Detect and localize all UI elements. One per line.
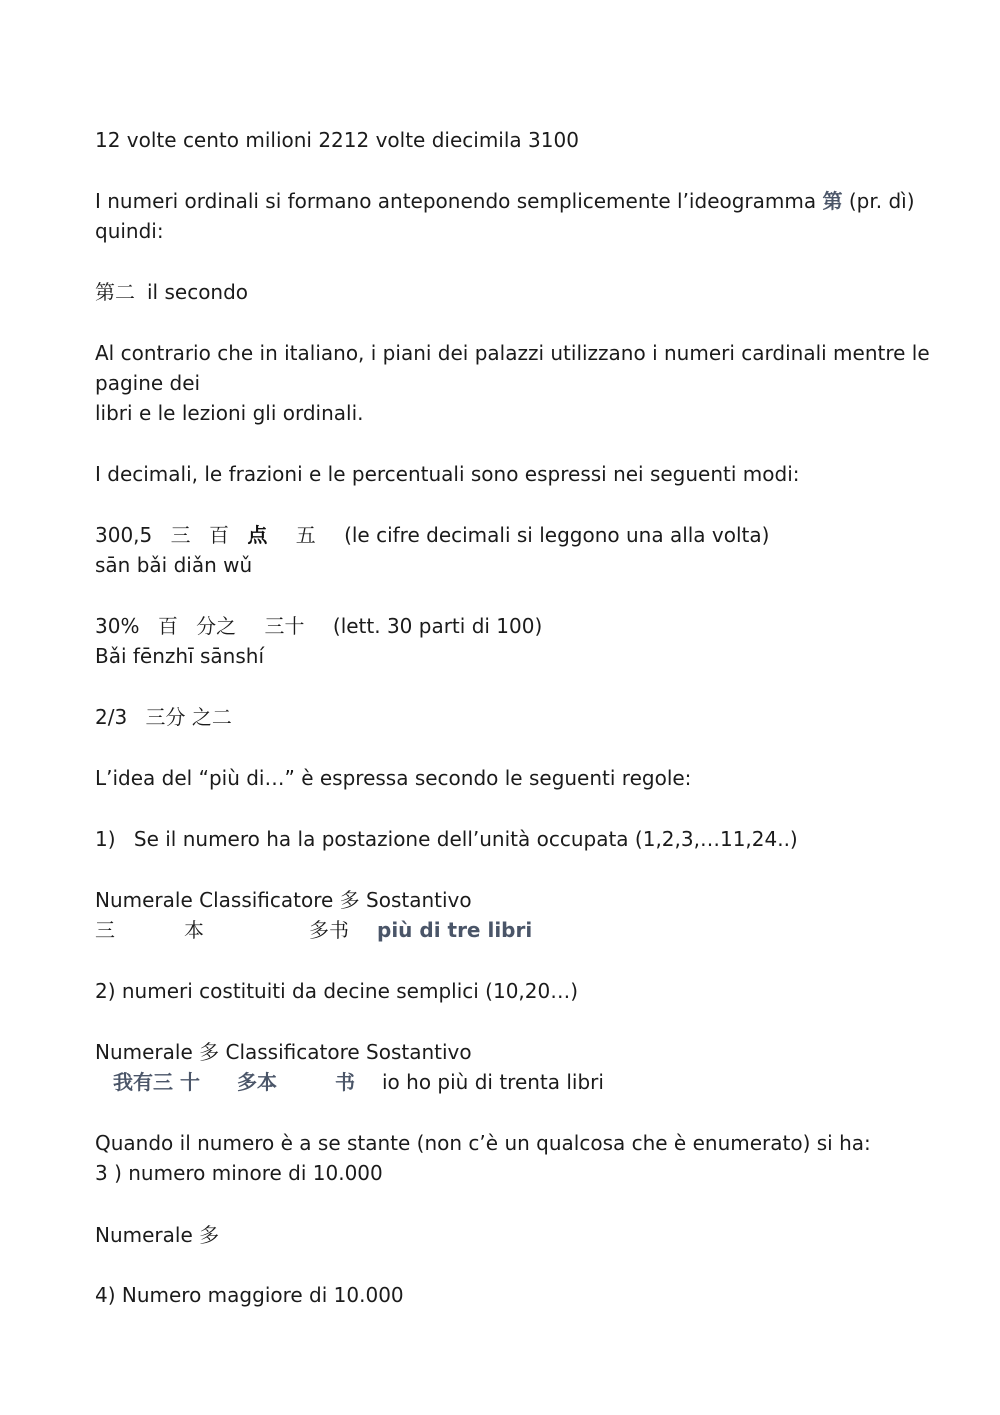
example-2-translation: io ho più di trenta libri [382,1070,604,1094]
text-line-standalone-intro: Quando il numero è a se stante (non c’è un qualcosa che è enumerato) si ha: [95,1131,871,1155]
text-line-example-1 [95,915,695,945]
hanzi-bai: 百 [208,523,229,547]
text-line-example-2 [95,1067,695,1097]
text-line-floors-1: Al contrario che in italiano, i piani dei palazzi utilizzano i numeri cardinali mentre le [95,341,930,365]
text-line-floors-2: pagine dei [95,371,201,395]
hanzi-san: 三 [170,523,191,547]
rule-1-text: Se il numero ha la postazione dell’unità occupata (1,2,3,…11,24..) [133,827,798,851]
text-line-fraction-example [95,702,232,732]
hanzi-fenzhi: 分之 [196,614,237,638]
hanzi-dian: 点 [247,523,268,547]
text-line-decimal-pinyin: sān bǎi diǎn wǔ [95,553,253,577]
text-line-rule-3: 3 ) numero minore di 10.000 [95,1161,383,1185]
example-1-noun: 多书 [309,918,349,942]
hanzi-sanshi: 三十 [264,614,305,638]
text-line-1: 12 volte cento milioni 2212 volte diecimila 3100 [95,128,579,152]
ordinal-ideogram: 第 [822,189,843,213]
text-line-rule-4: 4) Numero maggiore di 10.000 [95,1283,404,1307]
ordinal-example-hanzi: 第二 [95,280,135,304]
hanzi-bai-percent: 百 [157,614,178,638]
decimal-note: (le cifre decimali si leggono una alla volta) [344,523,770,547]
text-line-rule-2: 2) numeri costituiti da decine semplici (10,20…) [95,979,579,1003]
example-1-translation: più di tre libri [377,918,533,942]
example-2-classifier: 多本 [237,1070,277,1094]
fraction-number: 2/3 [95,705,128,729]
hanzi-wu: 五 [295,523,316,547]
text-line-ordinals [95,186,915,216]
text-line-pattern-3: Numerale 多 [95,1223,220,1247]
example-2-subject: 我有三 十 [113,1070,200,1094]
text-line-pattern-2: Numerale 多 Classificatore Sostantivo [95,1040,472,1064]
text-line-decimal-example [95,520,769,550]
example-1-classifier: 本 [184,918,204,942]
text-line-more-than-intro: L’idea del “più di…” è espressa secondo le seguenti regole: [95,766,692,790]
text-line-quindi: quindi: [95,219,164,243]
pronunciation-note: (pr. dì) [842,189,915,213]
example-1-numeral: 三 [95,918,115,942]
percent-number: 30% [95,614,140,638]
percent-note: (lett. 30 parti di 100) [332,614,543,638]
text-line-rule-1 [95,824,798,854]
text-line-pattern-1: Numerale Classificatore 多 Sostantivo [95,888,472,912]
example-2-noun: 书 [335,1070,355,1094]
text-line-percent-pinyin: Bǎi fēnzhī sānshí [95,644,265,668]
rule-1-number: 1) [95,827,116,851]
text-line-secondo [95,277,248,307]
ordinal-example-meaning: il secondo [147,280,249,304]
ordinals-text: I numeri ordinali si formano anteponendo semplicemente l’ideogramma [95,189,823,213]
decimal-number: 300,5 [95,523,153,547]
fraction-hanzi: 三分 之二 [145,705,232,729]
text-line-decimals-intro: I decimali, le frazioni e le percentuali sono espressi nei seguenti modi: [95,462,800,486]
text-line-percent-example [95,611,542,641]
text-line-floors-3: libri e le lezioni gli ordinali. [95,401,364,425]
